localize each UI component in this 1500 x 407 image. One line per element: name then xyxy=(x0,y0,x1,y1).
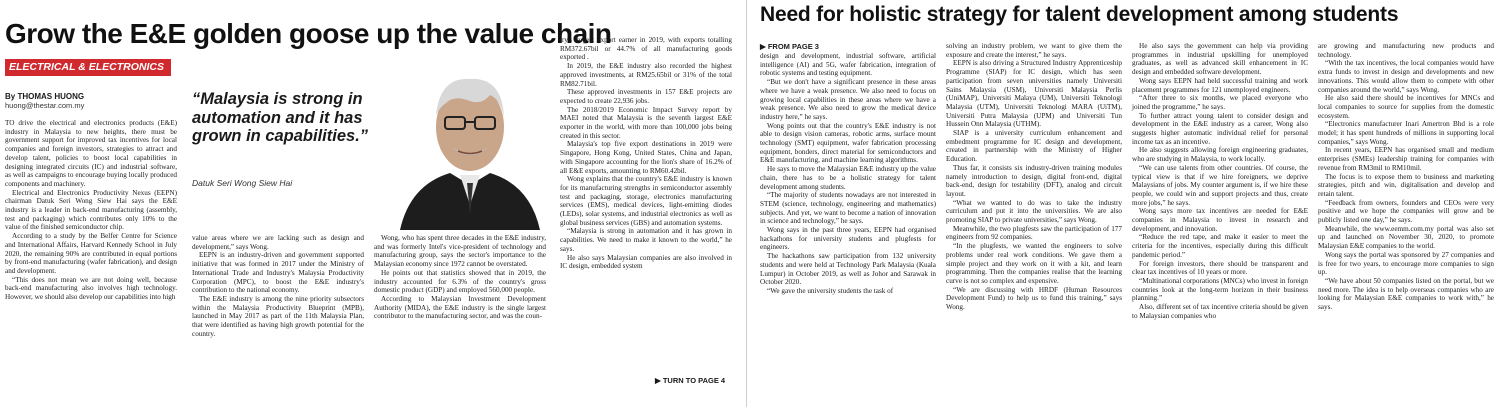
paragraph: “In the plugfests, we wanted the engineers to solve problems under real work conditions. We gave them a simple project and they work on it with a kit, and learn programming. Then the companies realise that the learning curve is not so complex and expensive. xyxy=(946,242,1122,285)
paragraph: “But we don't have a significant presence in these areas where we have a weak presence. We also need to focus on growing local capabilities in these areas where we have a weak presence. We also need to grow the medical device industry here,” he says. xyxy=(760,78,936,121)
pullquote-attribution: Datuk Seri Wong Siew Hai xyxy=(192,178,293,188)
paragraph: Wong says EEPN had held successful training and work placement programmes for 121 unemployed engineers. xyxy=(1132,76,1308,94)
paragraph: “The majority of students nowadays are not interested in STEM (science, technology, engineering and mathematics) subjects. And yet, we want to become a nation of innovation in science and technology,” he says. xyxy=(760,191,936,226)
author-email[interactable]: huong@thestar.com.my xyxy=(5,101,85,110)
right-column-4 xyxy=(1318,42,1494,312)
from-page-3[interactable]: ▶ FROM PAGE 3 xyxy=(760,42,819,51)
paragraph: Wong says in the past three years, EEPN had organised hackathons for university students and plugfests for engineers. xyxy=(760,226,936,252)
paragraph: try's largest export earner in 2019, with exports totalling RM372.67bil or 44.7% of all manufacturing goods exported . xyxy=(560,36,732,62)
paragraph: Meanwhile, the www.eemm.com.my portal was also set up and launched on November 30, 2020, to promote Malaysian E&E companies to the world. xyxy=(1318,224,1494,251)
paragraph: These approved investments in 157 E&E projects are expected to create 22,936 jobs. xyxy=(560,88,732,105)
paragraph: He also says the government can help via providing programmes in industrial upskilling for unemployed graduates, as well as advanced skill enhancement in IC design and embedded software development. xyxy=(1132,42,1308,77)
portrait-photo xyxy=(390,55,550,230)
paragraph: Wong says more tax incentives are needed for E&E companies in Malaysia to invest in research and development, and innovation. xyxy=(1132,207,1308,233)
paragraph: For foreign investors, there should be transparent and clear tax incentives of 10 years or more. xyxy=(1132,259,1308,277)
paragraph: The hackathons saw participation from 132 university students and were held at Technology Park Malaysia (Kuala Lumpur) in October 2019, as well as Johor and Sarawak in October 2020. xyxy=(760,252,936,287)
paragraph: “Feedback from owners, founders and CEOs were very positive and we hope the companies will grow and be publicly listed one day,” he says. xyxy=(1318,198,1494,225)
paragraph: He points out that statistics showed that in 2019, the industry accounted for 6.3% of the country's gross domestic product (GDP) and employed 560,000 people. xyxy=(374,268,546,295)
paragraph: The E&E industry is among the nine priority subsectors within the Malaysia Productivity Blueprint (MPB), launched in May 2017 as part of the 11th Malaysia Plan, that were identified as having high growth potential for the country. xyxy=(192,294,364,338)
paragraph: The 2018/2019 Economic Impact Survey report by MAEI noted that Malaysia is the seventh largest E&E exporter in the world, with more than 100,000 jobs being created in this sector. xyxy=(560,105,732,140)
paragraph: “Malaysia is strong in automation and it has grown in capabilities. We need to make it known to the world,” he says. xyxy=(560,227,732,253)
paragraph: In 2019, the E&E industry also recorded the highest approved investments, at RM25.65bil or 31% of the total RM82.71bil. xyxy=(560,62,732,88)
paragraph: EEPN is an industry-driven and government supported initiative that was formed in 2017 under the Ministry of International Trade and Industry's Malaysia Productivity Corporation (MPC), to boost the E&E industry's contribution to the national economy. xyxy=(192,251,364,295)
paragraph: Wong explains that the country's E&E industry is known for its manufacturing strengths in semiconductor assembly test and packaging, storage, electronics manufacturing services (EMS), medical devices, light-emitting diodes (LEDs), solar systems, and industrial electronics as well as global business services (GBS) and automation systems. xyxy=(560,175,732,227)
paragraph: He also says Malaysian companies are also involved in IC design, embedded system xyxy=(560,253,732,271)
paragraph: “We have about 50 companies listed on the portal, but we need more. The idea is to help overseas companies who are looking for Malaysian E&E companies to work with,” he says. xyxy=(1318,276,1494,312)
paragraph: He also said there should be incentives for MNCs and local companies to source for supplies from the domestic ecosystem. xyxy=(1318,94,1494,120)
paragraph: SIAP is a university curriculum enhancement and embedment programme for IC design and development, created in partnership with the Ministry of Higher Education. xyxy=(946,129,1122,164)
paragraph: According to Malaysian Investment Development Authority (MIDA), the E&E industry is the single largest contributor to the manufacturing sector, and was the coun- xyxy=(374,294,546,321)
left-column-1 xyxy=(5,119,177,302)
paragraph: The focus is to expose them to business and marketing strategies, pitch and win, digitalisation and develop and retain talent. xyxy=(1318,172,1494,198)
paragraph: Also, different set of tax incentive criteria should be given to Malaysian companies who xyxy=(1132,303,1308,320)
left-column-2 xyxy=(192,234,364,338)
paragraph: “Electronics manufacturer Inari Amertron Bhd is a role model; it has spent hundreds of millions in supporting local companies,” says Wong. xyxy=(1318,120,1494,146)
paragraph: “We can use talents from other countries. Of course, the typical view is that if we hire foreigners, we deprive Malaysians of jobs. My counter argument is, if we hire these people, we could win and support projects and thus, create more jobs,” he says. xyxy=(1132,163,1308,207)
paragraph: EEPN is also driving a Structured Industry Apprenticeship Programme (SIAP) for IC design, which has seen participation from seven universities namely Universiti Sains Malaysia (USM), Universiti Malaysia Perlis (UniMAP), Universiti Malaya (UM), Universiti Teknologi Malaysia (UTM), Universiti Teknologi MARA (UiTM), Universiti Putra Malaysia (UPM) and Universiti Tun Hussein Onn Malaysia (UTHM). xyxy=(946,59,1122,129)
paragraph: “With the tax incentives, the local companies would have extra funds to invest in design and developments and new innovations. This would allow them to compete with other companies around the world,” says Wong. xyxy=(1318,59,1494,94)
paragraph: Malaysia's top five export destinations in 2019 were Singapore, Hong Kong, United States, China and Japan, with Singapore accounting for the lion's share of 16.2% of all E&E exports, amounting to RM60.42bil. xyxy=(560,140,732,175)
right-column-1 xyxy=(760,52,936,296)
left-column-3 xyxy=(374,234,546,321)
section-tag: ELECTRICAL & ELECTRONICS xyxy=(5,59,171,76)
paragraph: Wong points out that the country's E&E industry is not able to design vision cameras, robotic arms, surface mount technology (SMT) equipment, wafer fabrication processing equipment, bonders, direct material for semiconductors and E&E manufacturing, and machine learning algorithms. xyxy=(760,121,936,165)
paragraph: In recent years, EEPN has organised small and medium enterprises (SMEs) leadership training for companies with revenue from RM3mil to RM10mil. xyxy=(1318,146,1494,172)
paragraph: He also suggests allowing foreign engineering graduates, who are studying in Malaysia, to work locally. xyxy=(1132,146,1308,164)
pullquote: “Malaysia is strong in automation and it has grown in capabilities.” xyxy=(192,90,369,145)
paragraph: value areas where we are lacking such as design and development,” says Wong. xyxy=(192,234,364,251)
left-column-4 xyxy=(560,36,732,271)
paragraph: solving an industry problem, we want to give them the exposure and create the interest,” he says. xyxy=(946,42,1122,59)
paragraph: are growing and manufacturing new products and technology. xyxy=(1318,42,1494,59)
paragraph: “After three to six months, we placed everyone who joined the programme,” he says. xyxy=(1132,94,1308,111)
paragraph: According to a study by the Belfer Centre for Science and International Affairs, Harvard Kennedy School in July 2020, the remaining 90% are contributed in equal portions by front-end manufacturing (wafer fabrication), and design and development. xyxy=(5,232,177,275)
paragraph: To further attract young talent to consider design and development in the E&E industry as a career, Wong also suggests higher automatic individual relief for personal income tax as an incentive. xyxy=(1132,111,1308,146)
paragraph: Meanwhile, the two plugfests saw the participation of 177 engineers from 92 companies. xyxy=(946,224,1122,242)
paragraph: Thus far, it consists six industry-driven training modules namely introduction to design, digital front-end, digital back-end, design for testability (DFT), analog and circuit layout. xyxy=(946,163,1122,198)
paragraph: Wong, who has spent three decades in the E&E industry, and was formerly Intel's vice-president of technology and manufacturing group, says the sector's importance to the Malaysian economy since 1972 cannot be overstated. xyxy=(374,234,546,269)
paragraph: “What we wanted to do was to take the industry curriculum and put it into the universities. We are also promoting SIAP to private universities,” says Wong. xyxy=(946,198,1122,225)
paragraph: Wong says the portal was sponsored by 27 companies and is free for two years, to encourage more companies to sign up. xyxy=(1318,250,1494,277)
left-headline: Grow the E&E golden goose up the value chain xyxy=(5,18,612,49)
paragraph: Electrical and Electronics Productivity Nexus (EEPN) chairman Datuk Seri Wong Siew Hai says the E&E industry is a leader in back-end manufacturing (assembly, test and packaging) which contributes only 10% to the value of the finished semiconductor chip. xyxy=(5,188,177,232)
paragraph: “Multinational corporations (MNCs) who invest in foreign countries look at the long-term horizon in their business planning.” xyxy=(1132,276,1308,303)
paragraph: He says to move the Malaysian E&E industry up the value chain, there has to be a holistic strategy for talent development among students. xyxy=(760,165,936,191)
paragraph: “Reduce the red tape, and make it easier to meet the criteria for the incentives, especially during this difficult pandemic period.” xyxy=(1132,233,1308,259)
right-headline: Need for holistic strategy for talent development among students xyxy=(760,3,1399,26)
paragraph: “We gave the university students the task of xyxy=(767,286,894,295)
right-column-3 xyxy=(1132,42,1308,321)
paragraph: “This does not mean we are not doing well, because back-end manufacturing also involves high technology. However, we should also develop our capabilities into high xyxy=(5,275,177,302)
byline: By THOMAS HUONG xyxy=(5,92,85,101)
paragraph: design and development, industrial software, artificial intelligence (AI) and 5G, wafer fabrication, integration of robotic systems and testing equipment. xyxy=(760,52,936,78)
turn-to-page-4[interactable]: ▶ TURN TO PAGE 4 xyxy=(655,376,726,385)
paragraph: “We are discussing with HRDF (Human Resources Development Fund) to help us to fund this training,” says Wong. xyxy=(946,285,1122,312)
paragraph: TO drive the electrical and electronics products (E&E) industry in Malaysia to new heights, there must be government support for improved tax incentives for local companies and foreign investors, strategies to attract and develop talent, policies to boost local capabilities in designing integrated circuits (IC) and industrial software, as well as campaigns to encourage buying locally produced components and machinery. xyxy=(5,119,177,188)
right-column-2 xyxy=(946,42,1122,312)
page-divider xyxy=(746,0,747,407)
